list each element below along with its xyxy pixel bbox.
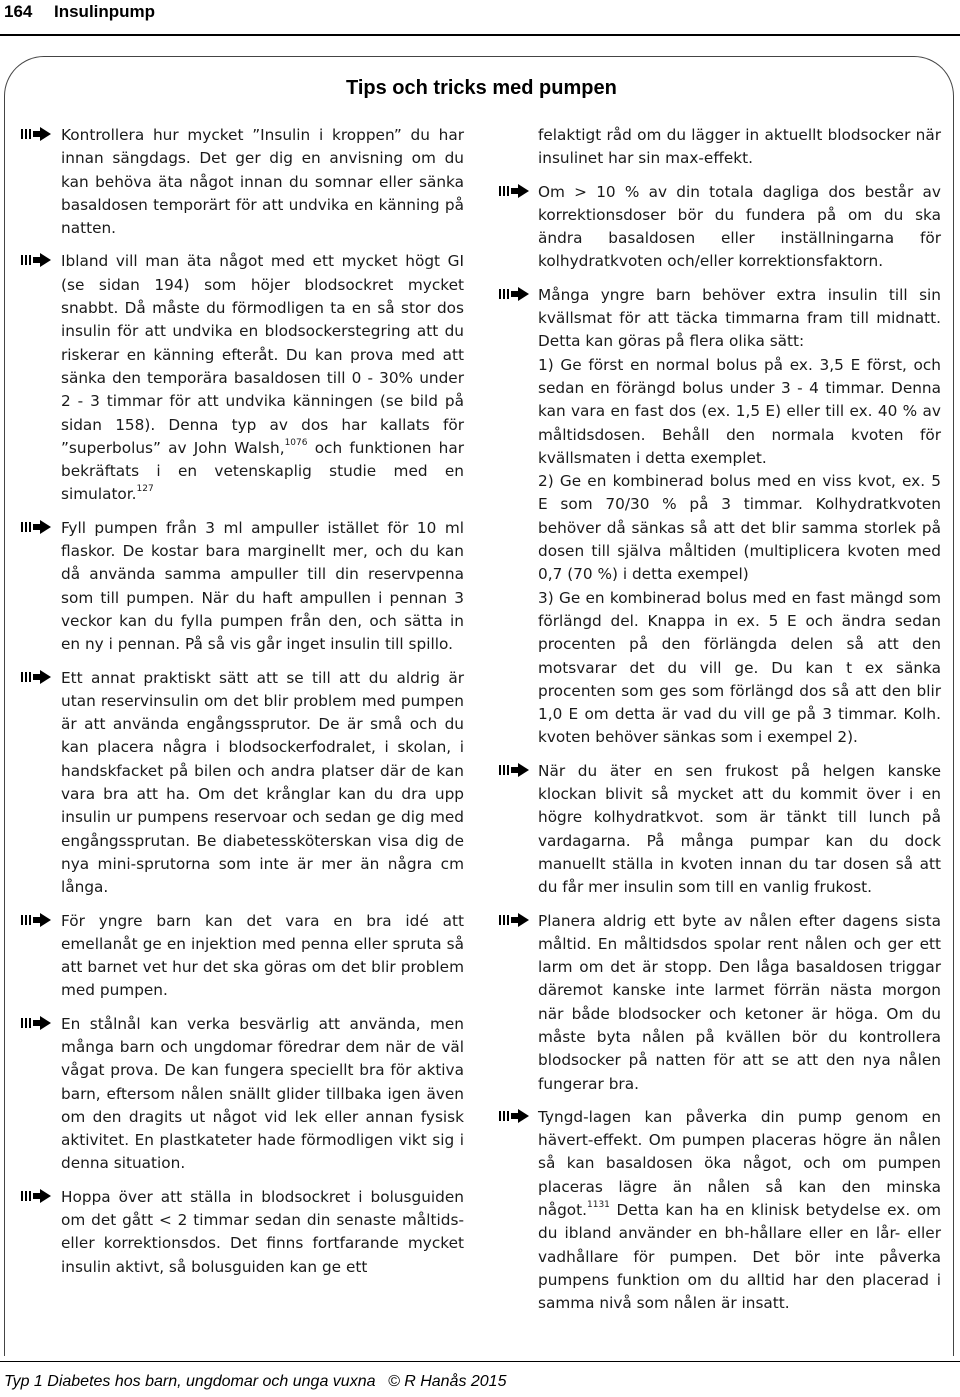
reference-number: 1076 <box>284 437 308 448</box>
pointing-arrow-icon <box>21 127 51 141</box>
tip-item <box>61 667 464 900</box>
tip-text: Fyll pumpen från 3 ml ampuller istället för 10 ml flaskor. De kostar bara marginellt mer, och du kan då använda samma ampuller till din reservpenna som till pumpen. När du haft ampullen i pennan 3 veckor kan du fylla pumpen från den, och sätta in en ny i pennan. På så vis går inget insulin till spillo. <box>61 518 464 654</box>
tip-text: En stålnål kan verka besvärlig att använda, men många barn och ungdomar föredrar dem när de väl vågat prova. De kan fungera speciellt bra för aktiva barn, eftersom nålen snällt glider tillbaka igen även om den dragits ut något vid lek eller annan fysisk aktivitet. En plastkateter hade förmodligen vikt sig i denna situation. <box>61 1014 464 1173</box>
tip-text: Om > 10 % av din totala dagliga dos består av korrektionsdoser bör du fundera på om du ska ändra basaldosen eller inställningarna för kolhydratkvoten och/eller korrektionsfaktorn. <box>538 182 941 271</box>
tip-item <box>61 1186 464 1279</box>
tip-item <box>61 910 464 1003</box>
tip-text: För yngre barn kan det vara en bra idé att emellanåt ge en injektion med penna eller spruta så att barnet vet hur det ska göras om det blir problem med pumpen. <box>61 911 464 1000</box>
pointing-arrow-icon <box>499 913 529 927</box>
tip-text: och funktionen har bekräftats i en vetenskaplig studie med en simulator. <box>61 438 464 504</box>
tip-item <box>61 517 464 657</box>
page-number: 164 <box>4 2 33 21</box>
option-2: 2) Ge en kombinerad bolus med en viss kvot, ex. 5 E som 70/30 % på 3 timmar. Kolhydratkvoten behöver då sänkas så att det blir samma storlek på dosen till själva måltiden (multiplicera kvoten med 0,7 (70 %) i detta exempel) <box>538 472 941 584</box>
tip-text: Hoppa över att ställa in blodsockret i bolusguiden om det gått < 2 timmar sedan din senaste måltids- eller korrektionsdos. Det finns fortfarande mycket insulin aktivt, så bolusguiden kan ge ett <box>61 1187 464 1276</box>
tip-item <box>538 910 941 1096</box>
tip-continuation: felaktigt råd om du lägger in aktuellt blodsocker när insulinet har sin max-effekt. <box>538 126 941 168</box>
option-3: 3) Ge en kombinerad bolus med en fast mängd som förlängd del. Knappa in ex. 5 E och ändra sedan procenten på den förlängda delen så att den motsvarar det du vill ge. Du kan t ex sänka procenten som ges som förlängd dos så att den blir 1,0 E om detta är vad du vill ge på 3 timmar. Kolh. kvoten behöver sänkas som i exempel 2). <box>538 588 941 747</box>
pointing-arrow-icon <box>499 184 529 198</box>
tip-item <box>538 1106 941 1316</box>
tip-text: När du äter en sen frukost på helgen kanske klockan blivit så mycket att du kommit över i en högre kolhydratkvot. som är tänkt till lunch på vardagarna. På många pumpar kan du dock manuellt ställa in kvoten innan du tar dosen så att du får mer insulin som till en vanlig frukost. <box>538 761 941 897</box>
tip-item <box>61 250 464 506</box>
pointing-arrow-icon <box>21 520 51 534</box>
right-column <box>538 124 941 1316</box>
tip-text: Detta kan ha en klinisk betydelse ex. om du ibland använder en bh-hållare eller en lår- eller vadhållare för pumpen. Det bör inte påverka pumpens funktion om du alltid har den placerad i samma nivå som nålen är insatt. <box>538 1201 941 1313</box>
tip-text: Kontrollera hur mycket ”Insulin i kroppen” du har innan sängdags. Det ger dig en anvisning om du kan behöva äta något innan du somnar eller sänka basaldosen temporärt för att undvika en känning på natten. <box>61 126 464 238</box>
page-header <box>0 0 960 36</box>
tip-text: Ibland vill man äta något med ett mycket högt GI (se sidan 194) som höjer blodsockret mycket snabbt. Då måste du förmodligen ta en så stor dos insulin för att undvika en blodsockerstegring att du riskerar en känning efteråt. Du kan prova med att sänka den temporära basaldosen till 0 - 30% under 2 - 3 timmar för att undvika känningen (se bild på sidan 158). Denna typ av dos har kallats för ”superbolus” av John Walsh, <box>61 252 464 457</box>
book-title: Typ 1 Diabetes hos barn, ungdomar och unga vuxna <box>4 1373 376 1390</box>
tip-text: Tyngd-lagen kan påverka din pump genom en hävert-effekt. Om pumpen placeras högre än nålen så kan basaldosen öka något, och om pumpen placeras lägre än nålen så kan den minska något. <box>538 1107 941 1220</box>
tip-text: Många yngre barn behöver extra insulin till sin kvällsmat för att täcka timmarna fram till midnatt. Detta kan göras på flera olika sätt: <box>538 285 941 351</box>
reference-number: 127 <box>136 484 154 495</box>
left-column <box>61 124 464 1279</box>
option-1: 1) Ge först en normal bolus på ex. 3,5 E först, och sedan en förängd bolus under 3 - 4 timmar. Denna kan vara en fast dos (ex. 1,5 E) eller till ex. 40 % av måltidsdosen. Behåll den normala kvoten för kvällsmaten i detta exemplet. <box>538 355 941 467</box>
pointing-arrow-icon <box>21 253 51 267</box>
reference-number: 1131 <box>587 1200 610 1211</box>
tip-item <box>61 1013 464 1176</box>
section-title: Insulinpump <box>54 2 156 21</box>
copyright-notice: © R Hanås 2015 <box>387 1373 507 1390</box>
page-footer <box>4 1373 506 1391</box>
pointing-arrow-icon <box>499 763 529 777</box>
tip-text: Planera aldrig ett byte av nålen efter dagens sista måltid. En måltidsdos spolar rent nålen och ger ett larm om det är stopp. Den låga basaldosen triggar däremot kanske inte larmet förrän nästa morgon när både blodsocker och ketoner är höga. Om du måste byta nålen på kvällen bör du kontrollera blodsocker på natten för att se att den nya nålen fungerar bra. <box>538 911 941 1093</box>
tip-item <box>538 760 941 900</box>
pointing-arrow-icon <box>21 913 51 927</box>
pointing-arrow-icon <box>499 1109 529 1123</box>
tip-item <box>61 124 464 240</box>
tip-text: Ett annat praktiskt sätt att se till att du aldrig är utan reservinsulin om det blir problem med pumpen är att använda engångssprutor. De är små och du kan placera några i blodsockerfodralet, i skolan, i handskfacket på bilen och andra platser där de kan vara bra att ha. Om det krånglar kan du dra upp insulin ur pumpens reservoar och sedan ge dig med engångssprutan. Be diabetessköterskan visa dig de nya mini-sprutorna som inte är mer än några cm långa. <box>61 668 464 897</box>
tip-item <box>538 181 941 274</box>
tip-item <box>538 284 941 750</box>
footer-rule <box>0 1361 960 1362</box>
tips-box-title: Tips och tricks med pumpen <box>346 77 617 99</box>
pointing-arrow-icon <box>21 1189 51 1203</box>
pointing-arrow-icon <box>21 1016 51 1030</box>
pointing-arrow-icon <box>499 287 529 301</box>
pointing-arrow-icon <box>21 670 51 684</box>
